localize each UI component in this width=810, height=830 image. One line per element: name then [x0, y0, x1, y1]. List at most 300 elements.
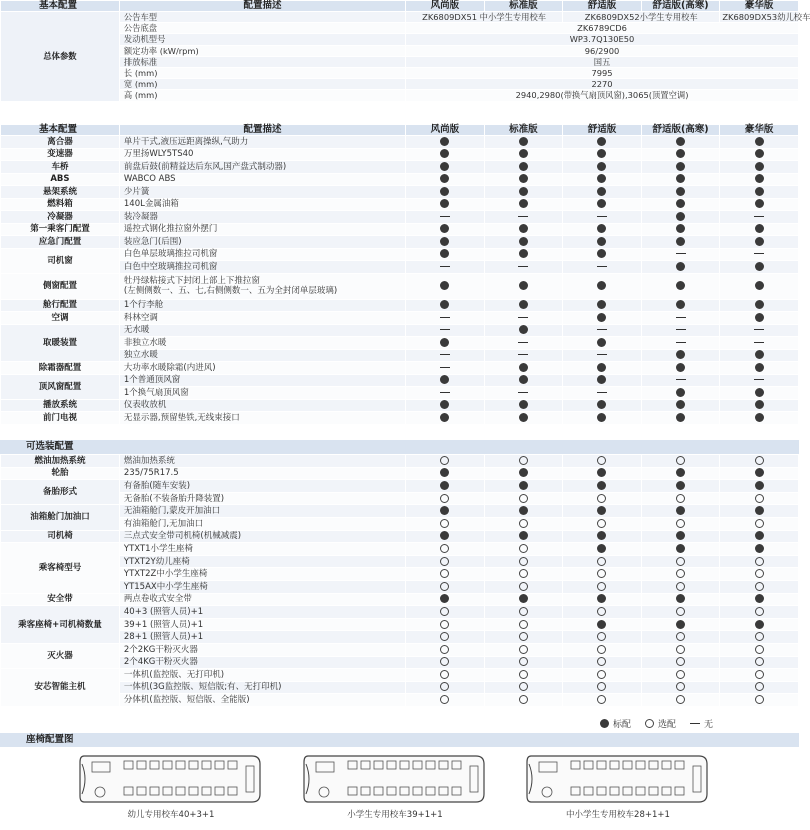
mark-cell: [484, 669, 563, 682]
value-cell: 7995: [406, 67, 799, 78]
standard-dot-icon: [755, 237, 764, 246]
optional-ring-icon: [676, 456, 685, 465]
standard-dot-icon: [676, 413, 685, 422]
mark-cell: [720, 236, 799, 249]
row-description: 白色单层玻璃推拉司机窗: [119, 248, 405, 261]
mark-cell: [720, 412, 799, 425]
mark-cell: [563, 248, 642, 261]
row-description: 科林空调: [119, 312, 405, 325]
value-cell: 国五: [406, 56, 799, 67]
none-dash-icon: [440, 367, 450, 368]
table-row: [1, 161, 799, 174]
standard-dot-icon: [519, 363, 528, 372]
optional-ring-icon: [755, 494, 764, 503]
mark-cell: [484, 530, 563, 543]
none-dash-icon: [440, 392, 450, 393]
value-cell: ZK6809DX52小学生专用校车: [563, 12, 720, 23]
none-dash-icon: [597, 354, 607, 355]
mark-cell: [641, 136, 720, 149]
mark-cell: [641, 299, 720, 312]
mark-cell: [563, 337, 642, 350]
row-description: 遥控式钢化推拉窗外摆门: [119, 223, 405, 236]
standard-dot-icon: [755, 413, 764, 422]
standard-dot-icon: [597, 413, 606, 422]
mark-cell: [406, 656, 485, 669]
legend-none: 无: [690, 717, 713, 730]
row-description: 单片干式,液压远距离操纵,气助力: [119, 136, 405, 149]
mark-cell: [720, 480, 799, 493]
mark-cell: [641, 455, 720, 468]
row-name: 灭火器: [1, 643, 120, 668]
standard-dot-icon: [597, 137, 606, 146]
mark-cell: [563, 399, 642, 412]
optional-ring-icon: [440, 582, 449, 591]
standard-dot-icon: [440, 249, 449, 258]
ring-icon: [645, 719, 654, 728]
optional-ring-icon: [519, 632, 528, 641]
row-description: 39+1 (照管人员)+1: [119, 618, 405, 631]
optional-ring-icon: [755, 557, 764, 566]
mark-cell: [484, 273, 563, 299]
mark-cell: [484, 492, 563, 505]
mark-cell: [563, 362, 642, 375]
row-description: 一体机(监控版、无打印机): [119, 669, 405, 682]
mark-cell: [720, 374, 799, 387]
mark-cell: [484, 643, 563, 656]
standard-dot-icon: [676, 212, 685, 221]
mark-cell: [720, 362, 799, 375]
mark-cell: [484, 299, 563, 312]
mark-cell: [484, 374, 563, 387]
mark-cell: [720, 136, 799, 149]
standard-dot-icon: [755, 224, 764, 233]
mark-cell: [484, 173, 563, 186]
col-header: 豪华版: [720, 1, 799, 12]
optional-ring-icon: [440, 544, 449, 553]
optional-ring-icon: [519, 557, 528, 566]
standard-dot-icon: [755, 388, 764, 397]
mark-cell: [563, 324, 642, 337]
standard-dot-icon: [676, 187, 685, 196]
standard-dot-icon: [440, 199, 449, 208]
row-name: 变速器: [1, 148, 120, 161]
value-cell: ZK6809DX51 中小学生专用校车: [406, 12, 563, 23]
mark-cell: [563, 211, 642, 224]
optional-ring-icon: [597, 607, 606, 616]
standard-dot-icon: [676, 162, 685, 171]
mark-cell: [720, 580, 799, 593]
row-description: 白色中空玻璃推拉司机窗: [119, 261, 405, 274]
table-row: [1, 631, 799, 644]
standard-dot-icon: [519, 325, 528, 334]
mark-cell: [641, 631, 720, 644]
standard-dot-icon: [597, 338, 606, 347]
table-row: [1, 273, 799, 299]
row-description: 2个2KG干粉灭火器: [119, 643, 405, 656]
optional-ring-icon: [597, 645, 606, 654]
standard-dot-icon: [676, 224, 685, 233]
mark-cell: [641, 505, 720, 518]
optional-ring-icon: [519, 670, 528, 679]
none-dash-icon: [518, 266, 528, 267]
mark-cell: [406, 261, 485, 274]
mark-cell: [720, 399, 799, 412]
standard-dot-icon: [597, 249, 606, 258]
optional-ring-icon: [519, 456, 528, 465]
row-description: 235/75R17.5: [119, 467, 405, 480]
legend: [600, 717, 713, 730]
mark-cell: [484, 236, 563, 249]
mark-cell: [563, 148, 642, 161]
optional-ring-icon: [440, 569, 449, 578]
standard-dot-icon: [519, 224, 528, 233]
mark-cell: [720, 631, 799, 644]
standard-dot-icon: [676, 468, 685, 477]
value-cell: WP3.7Q130E50: [406, 34, 799, 45]
table-row: [1, 312, 799, 325]
table-row: [1, 399, 799, 412]
mark-cell: [563, 669, 642, 682]
mark-cell: [484, 399, 563, 412]
mark-cell: [563, 480, 642, 493]
standard-dot-icon: [755, 162, 764, 171]
standard-dot-icon: [597, 400, 606, 409]
row-name: 燃料箱: [1, 198, 120, 211]
standard-dot-icon: [597, 481, 606, 490]
optional-ring-icon: [676, 645, 685, 654]
mark-cell: [484, 568, 563, 581]
standard-dot-icon: [519, 174, 528, 183]
optional-ring-icon: [755, 657, 764, 666]
optional-ring-icon: [755, 569, 764, 578]
standard-dot-icon: [519, 594, 528, 603]
mark-cell: [641, 517, 720, 530]
row-name: 播放系统: [1, 399, 120, 412]
standard-dot-icon: [676, 281, 685, 290]
table-row: [1, 223, 799, 236]
mark-cell: [563, 505, 642, 518]
row-description: 140L金属油箱: [119, 198, 405, 211]
legend-optional: 选配: [645, 717, 676, 730]
col-header: 舒适版(高寒): [641, 125, 720, 136]
mark-cell: [406, 337, 485, 350]
mark-cell: [484, 161, 563, 174]
mark-cell: [563, 455, 642, 468]
row-name: 安芯智能主机: [1, 669, 120, 707]
mark-cell: [641, 467, 720, 480]
row-description: 大功率水暖除霜(内进风): [119, 362, 405, 375]
table-row: [1, 492, 799, 505]
mark-cell: [484, 631, 563, 644]
table-row: [1, 505, 799, 518]
standard-dot-icon: [676, 174, 685, 183]
mark-cell: [406, 530, 485, 543]
standard-dot-icon: [519, 506, 528, 515]
mark-cell: [720, 211, 799, 224]
seat-layout-heading: 座椅配置图: [0, 733, 799, 747]
mark-cell: [406, 198, 485, 211]
col-header: 基本配置: [1, 1, 120, 12]
mark-cell: [563, 555, 642, 568]
table-row: [1, 148, 799, 161]
standard-dot-icon: [519, 249, 528, 258]
mark-cell: [641, 694, 720, 707]
mark-cell: [720, 593, 799, 606]
mark-cell: [484, 555, 563, 568]
standard-dot-icon: [519, 400, 528, 409]
row-name: 第一乘客门配置: [1, 223, 120, 236]
standard-dot-icon: [597, 300, 606, 309]
mark-cell: [484, 387, 563, 400]
standard-dot-icon: [755, 350, 764, 359]
standard-dot-icon: [676, 300, 685, 309]
standard-dot-icon: [519, 237, 528, 246]
row-description: 一体机(3G监控版、短信版;有、无打印机): [119, 681, 405, 694]
mark-cell: [484, 517, 563, 530]
bus-diagram: [525, 752, 711, 820]
row-description: 装冷凝器: [119, 211, 405, 224]
filled-dot-icon: [600, 719, 609, 728]
table-row: [1, 261, 799, 274]
mark-cell: [406, 543, 485, 556]
table-row: [1, 656, 799, 669]
standard-dot-icon: [755, 149, 764, 158]
none-dash-icon: [518, 317, 528, 318]
optional-ring-icon: [597, 670, 606, 679]
standard-dot-icon: [755, 300, 764, 309]
mark-cell: [406, 186, 485, 199]
table-row: [1, 568, 799, 581]
standard-dot-icon: [755, 468, 764, 477]
standard-dot-icon: [519, 187, 528, 196]
row-name: 离合器: [1, 136, 120, 149]
table-row: [1, 643, 799, 656]
row-description: 非独立水暖: [119, 337, 405, 350]
standard-dot-icon: [676, 506, 685, 515]
row-name: 除霜器配置: [1, 362, 120, 375]
table-row: [1, 34, 799, 45]
value-cell: 2940,2980(带换气扇顶风窗),3065(顶置空调): [406, 90, 799, 101]
none-dash-icon: [518, 354, 528, 355]
mark-cell: [641, 399, 720, 412]
standard-dot-icon: [440, 481, 449, 490]
standard-dot-icon: [597, 313, 606, 322]
table-row: [1, 236, 799, 249]
optional-ring-icon: [676, 494, 685, 503]
standard-dot-icon: [755, 620, 764, 629]
row-description: 公告车型: [119, 12, 405, 23]
optional-ring-icon: [597, 456, 606, 465]
mark-cell: [406, 349, 485, 362]
mark-cell: [406, 606, 485, 619]
mark-cell: [406, 593, 485, 606]
optional-ring-icon: [597, 632, 606, 641]
none-dash-icon: [597, 216, 607, 217]
optional-ring-icon: [755, 456, 764, 465]
standard-dot-icon: [519, 413, 528, 422]
mark-cell: [484, 656, 563, 669]
standard-dot-icon: [597, 187, 606, 196]
optional-ring-icon: [519, 607, 528, 616]
mark-cell: [720, 273, 799, 299]
row-description: 万里扬WLY5TS40: [119, 148, 405, 161]
mark-cell: [484, 505, 563, 518]
bus-caption: 小学生专用校车39+1+1: [347, 810, 443, 820]
mark-cell: [563, 656, 642, 669]
description-line: (左侧侧数一、五、七,右侧侧数一、五为全封闭单层玻璃): [123, 286, 338, 296]
mark-cell: [641, 349, 720, 362]
mark-cell: [641, 173, 720, 186]
mark-cell: [720, 530, 799, 543]
table-row: [1, 299, 799, 312]
none-dash-icon: [440, 354, 450, 355]
standard-dot-icon: [597, 620, 606, 629]
optional-ring-icon: [676, 557, 685, 566]
bus-diagram: [78, 752, 264, 820]
mark-cell: [563, 517, 642, 530]
mark-cell: [641, 261, 720, 274]
none-dash-icon: [676, 329, 686, 330]
mark-cell: [484, 455, 563, 468]
mark-cell: [484, 349, 563, 362]
value-cell: ZK6809DX53幼儿校车: [720, 12, 799, 23]
row-description: YTXT2Z中小学生座椅: [119, 568, 405, 581]
mark-cell: [484, 618, 563, 631]
row-description: 独立水暖: [119, 349, 405, 362]
mark-cell: [406, 505, 485, 518]
mark-cell: [484, 136, 563, 149]
none-dash-icon: [518, 216, 528, 217]
mark-cell: [406, 324, 485, 337]
standard-dot-icon: [440, 137, 449, 146]
optional-config-table: [0, 454, 799, 707]
mark-cell: [641, 337, 720, 350]
mark-cell: [563, 223, 642, 236]
mark-cell: [641, 362, 720, 375]
mark-cell: [720, 505, 799, 518]
table-row: [1, 349, 799, 362]
mark-cell: [720, 248, 799, 261]
mark-cell: [641, 273, 720, 299]
row-description: 排放标准: [119, 56, 405, 67]
mark-cell: [641, 669, 720, 682]
mark-cell: [563, 349, 642, 362]
mark-cell: [720, 312, 799, 325]
mark-cell: [563, 236, 642, 249]
row-name: 悬架系统: [1, 186, 120, 199]
mark-cell: [563, 580, 642, 593]
table-row: [1, 555, 799, 568]
mark-cell: [406, 136, 485, 149]
mark-cell: [720, 656, 799, 669]
row-name: 舱行配置: [1, 299, 120, 312]
mark-cell: [563, 694, 642, 707]
mark-cell: [563, 374, 642, 387]
mark-cell: [563, 530, 642, 543]
col-header: 基本配置: [1, 125, 120, 136]
standard-dot-icon: [755, 262, 764, 271]
row-description: 长 (mm): [119, 67, 405, 78]
standard-dot-icon: [519, 531, 528, 540]
mark-cell: [406, 631, 485, 644]
mark-cell: [720, 173, 799, 186]
standard-dot-icon: [676, 149, 685, 158]
row-description: 无备胎(不装备胎升降装置): [119, 492, 405, 505]
mark-cell: [406, 643, 485, 656]
mark-cell: [720, 186, 799, 199]
value-cell: ZK6789CD6: [406, 23, 799, 34]
mark-cell: [641, 312, 720, 325]
optional-ring-icon: [755, 670, 764, 679]
mark-cell: [484, 261, 563, 274]
row-description: 两点卷收式安全带: [119, 593, 405, 606]
standard-dot-icon: [519, 300, 528, 309]
mark-cell: [641, 480, 720, 493]
row-description: 有备胎(随车安装): [119, 480, 405, 493]
optional-ring-icon: [440, 519, 449, 528]
mark-cell: [406, 312, 485, 325]
mark-cell: [720, 324, 799, 337]
standard-dot-icon: [597, 468, 606, 477]
optional-ring-icon: [440, 682, 449, 691]
mark-cell: [406, 273, 485, 299]
standard-dot-icon: [676, 594, 685, 603]
standard-dot-icon: [440, 149, 449, 158]
standard-dot-icon: [440, 224, 449, 233]
row-description: 无显示器,预留垫铁,无线束接口: [119, 412, 405, 425]
optional-ring-icon: [440, 456, 449, 465]
table-row: [1, 669, 799, 682]
standard-dot-icon: [440, 300, 449, 309]
table-row: [1, 248, 799, 261]
optional-ring-icon: [440, 695, 449, 704]
table-row: [1, 681, 799, 694]
mark-cell: [641, 223, 720, 236]
row-description: 分体机(监控版、短信版、全能版): [119, 694, 405, 707]
mark-cell: [641, 656, 720, 669]
mark-cell: [406, 236, 485, 249]
optional-ring-icon: [597, 582, 606, 591]
mark-cell: [563, 631, 642, 644]
row-description: 40+3 (照管人员)+1: [119, 606, 405, 619]
optional-ring-icon: [755, 582, 764, 591]
standard-dot-icon: [676, 544, 685, 553]
optional-ring-icon: [676, 519, 685, 528]
mark-cell: [563, 643, 642, 656]
mark-cell: [406, 694, 485, 707]
standard-dot-icon: [440, 187, 449, 196]
standard-dot-icon: [676, 137, 685, 146]
mark-cell: [720, 694, 799, 707]
standard-dot-icon: [519, 199, 528, 208]
row-description: YT15AX中小学生座椅: [119, 580, 405, 593]
mark-cell: [406, 618, 485, 631]
mark-cell: [720, 161, 799, 174]
standard-dot-icon: [676, 620, 685, 629]
none-dash-icon: [597, 329, 607, 330]
standard-dot-icon: [755, 187, 764, 196]
mark-cell: [484, 148, 563, 161]
mark-cell: [720, 517, 799, 530]
mark-cell: [484, 248, 563, 261]
value-cell: 96/2900: [406, 45, 799, 56]
mark-cell: [563, 606, 642, 619]
optional-ring-icon: [755, 519, 764, 528]
mark-cell: [484, 362, 563, 375]
table-row: [1, 606, 799, 619]
row-description: 额定功率 (kW/rpm): [119, 45, 405, 56]
mark-cell: [406, 374, 485, 387]
